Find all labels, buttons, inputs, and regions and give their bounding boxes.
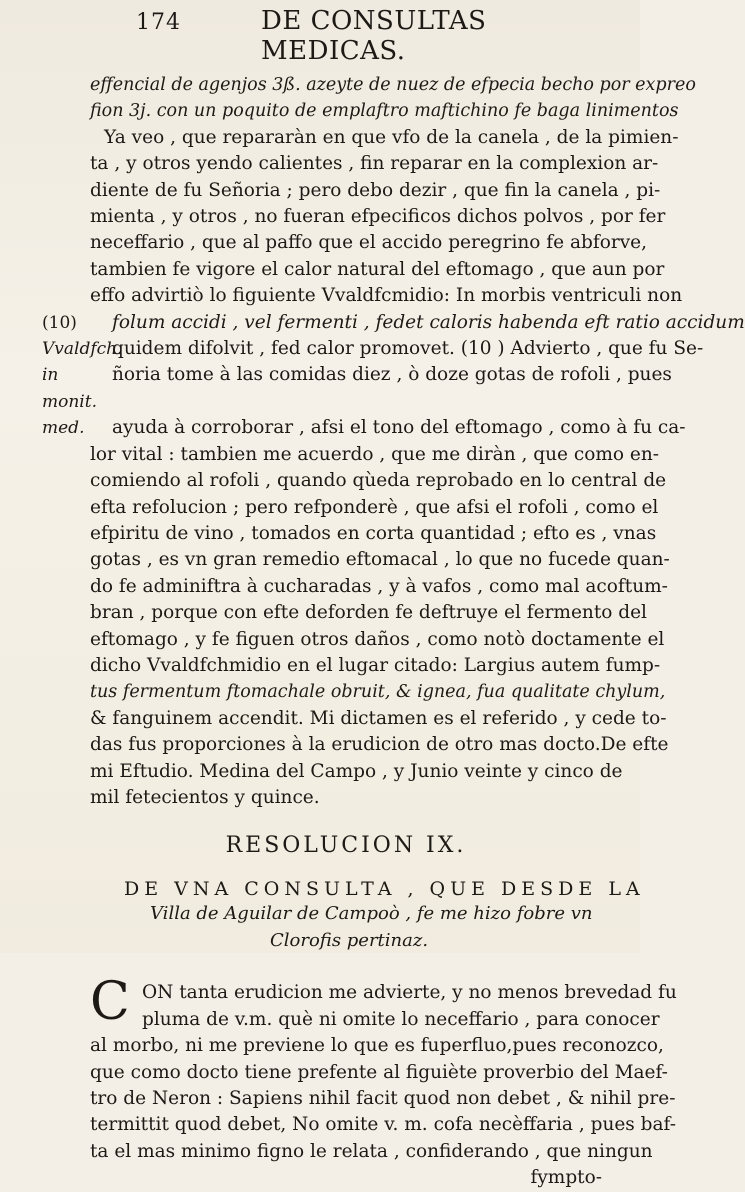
paragraph-1 xyxy=(40,125,683,310)
text-line: efta refolucion ; pero refponderè , que afsi el rofoli , como el xyxy=(90,496,659,518)
catchword: fympto- xyxy=(530,1167,602,1189)
text-line: al morbo, ni me previene lo que es fuperfluo,pues reconozco, xyxy=(90,1035,664,1057)
paragraph-2 xyxy=(40,442,670,812)
text-line: folum accidi , vel fermenti , fedet caloris habenda eft ratio accidum xyxy=(112,311,745,333)
text-line: bran , porque con efte deforden fe deftruye el fermento del xyxy=(90,602,647,624)
text-line: effencial de agenjos 3ß. azeyte de nuez de efpecia becho por expreo xyxy=(90,75,696,95)
paragraph-3 xyxy=(40,972,677,1191)
text-line: & fanguinem accendit. Mi dictamen es el referido , y cede to- xyxy=(90,707,667,729)
text-line: dicho Vvaldfchmidio en el lugar citado: Largius autem fump- xyxy=(90,654,661,676)
text-line: tambien fe vigore el calor natural del eftomago , que aun por xyxy=(90,258,665,280)
text-line: effo advirtiò lo figuiente Vvaldfcmidio: In morbis ventriculi non xyxy=(90,285,683,307)
text-line: diente de fu Señoria ; pero debo dezir , que fin la canela , pi- xyxy=(90,179,661,201)
text-line: eftomago , y fe figuen otros daños , como notò doctamente el xyxy=(90,628,665,650)
running-head: DE CONSULTAS MEDICAS. xyxy=(261,6,487,66)
text-line: quidem difolvit , fed calor promovet. (10 ) Advierto , que fu Se- xyxy=(112,338,704,360)
page-number: 174 xyxy=(136,10,181,35)
margin-row xyxy=(42,336,704,362)
text-line: mienta , y otros , no fueran efpecificos dichos polvos , por fer xyxy=(90,206,666,228)
text-line: do fe adminiftra à cucharadas , y à vafos , como mal acoftum- xyxy=(90,575,668,597)
text-line: mil fetecientos y quince. xyxy=(90,786,320,808)
margin-note: in monit. xyxy=(42,365,97,412)
text-line: tro de Neron : Sapiens nihil facit quod non debet , & nihil pre- xyxy=(90,1088,676,1109)
text-line: pluma de v.m. què ni omite lo neceffario , para conocer xyxy=(142,1008,660,1030)
margin-row xyxy=(42,310,745,336)
text-line: gotas , es vn gran remedio eftomacal , lo que no fucede quan- xyxy=(90,549,670,571)
margin-note: Vvaldfch. xyxy=(42,339,123,360)
text-line: mi Eftudio. Medina del Campo , y Junio veinte y cinco de xyxy=(90,760,623,782)
text-line: que como docto tiene prefente al figuiète proverbio del Maef- xyxy=(90,1061,668,1083)
text-line: neceffario , que al paffo que el accido peregrino fe abforve, xyxy=(90,232,647,254)
text-line: das fus proporciones à la erudicion de otro mas docto.De efte xyxy=(90,734,669,756)
margin-note-block xyxy=(40,310,745,442)
text-line: ta , y otros yendo calientes , fin reparar en la complexion ar- xyxy=(90,153,659,175)
text-line: ñoria tome à las comidas diez , ò doze gotas de rofoli , pues xyxy=(112,364,672,386)
drop-cap: C xyxy=(90,972,130,1033)
margin-row xyxy=(42,415,686,441)
section-subtitle-line: Clorofis pertinaz. xyxy=(270,930,429,952)
text-line: ta el mas minimo figno le relata , confiderando , que ningun xyxy=(90,1140,653,1162)
text-line: termittit quod debet, No omite v. m. cofa necèffaria , pues baf- xyxy=(90,1114,676,1136)
opening-lines xyxy=(40,72,696,125)
margin-row xyxy=(42,362,672,415)
text-line: ON tanta erudicion me advierte, y no menos brevedad fu xyxy=(142,982,677,1004)
text-line: fion 3j. con un poquito de emplaftro maftichino fe baga linimentos xyxy=(90,101,679,122)
page-header xyxy=(136,6,622,66)
margin-note: med. xyxy=(42,418,85,439)
section-subtitle: DE VNA CONSULTA , QUE DESDE LA xyxy=(124,878,645,901)
text-line: efpiritu de vino , tomados en corta quantidad ; efto es , vnas xyxy=(90,522,657,544)
text-line: ayuda à corroborar , afsi el tono del eftomago , como à fu ca- xyxy=(112,417,686,439)
section-title: RESOLUCION IX. xyxy=(225,833,467,859)
text-line: lor vital : tambien me acuerdo , que me diràn , que como en- xyxy=(90,443,660,465)
margin-note: (10) xyxy=(42,312,77,333)
section-subtitle-line: Villa de Aguilar de Campoò , fe me hizo fobre vn xyxy=(150,903,593,925)
text-line: comiendo al rofoli , quando qùeda reprobado en lo central de xyxy=(90,470,667,492)
text-line: tus fermentum ftomachale obruit, & ignea, fua qualitate chylum, xyxy=(90,682,666,703)
text-line: Ya veo , que repararàn en que vfo de la canela , de la pimien- xyxy=(104,126,679,148)
